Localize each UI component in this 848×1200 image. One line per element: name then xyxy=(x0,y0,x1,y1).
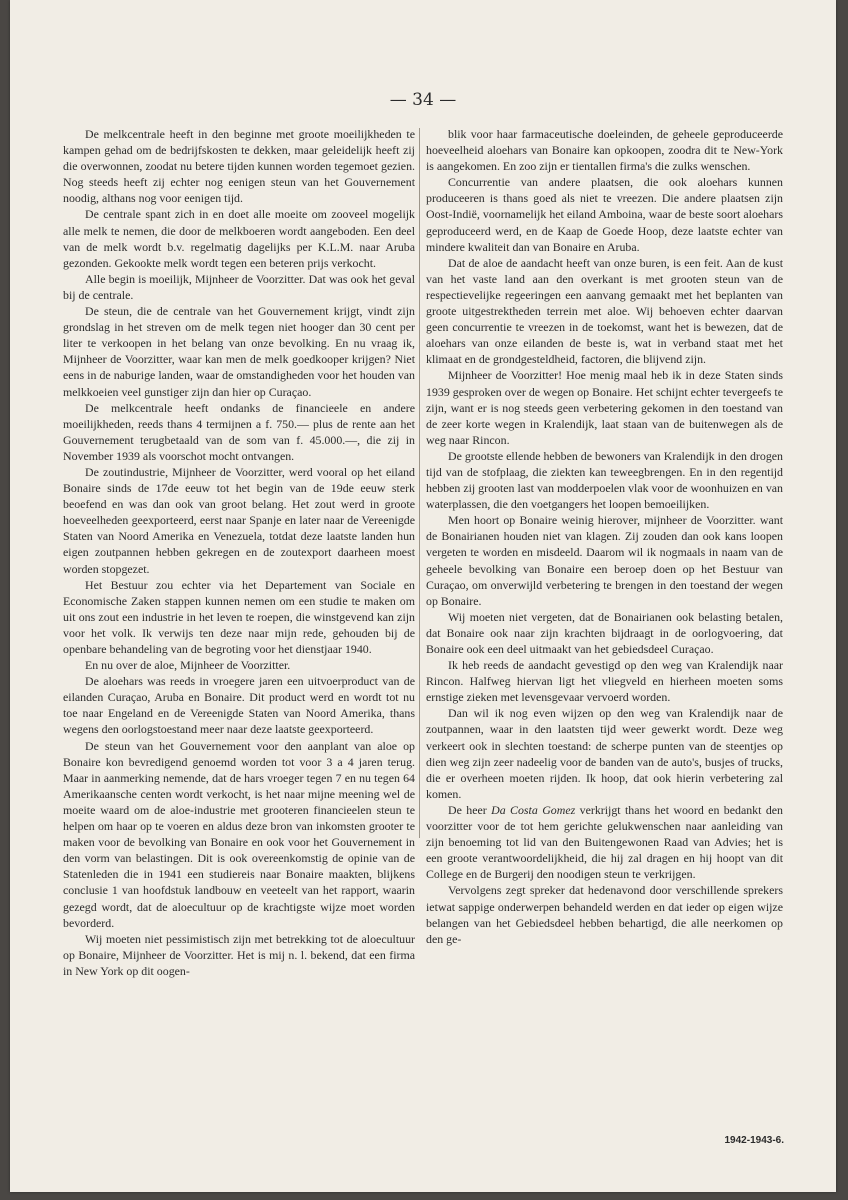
paragraph: Wij moeten niet pessimistisch zijn met betrekking tot de aloecultuur op Bonaire, Mijnheer de Voorzitter. Het is mij n. l. bekend, dat een firma in New York op dit oogen- xyxy=(63,931,415,978)
paragraph: En nu over de aloe, Mijnheer de Voorzitter. xyxy=(85,658,291,673)
paragraph: De steun, die de centrale van het Gouvernement krijgt, vindt zijn grondslag in het streven om de melk tegen niet hooger dan 30 cent per liter te verkoopen in het belang van onze bevolking. En nu vraag ik, Mijnheer de Voorzitter, waar kan men de melk goedkooper krijgen? Niet eens in de naburige landen, waar de omstandigheden voor het houden van melkkoeien veel gunstiger zijn dan hier op Curaçao. xyxy=(63,304,415,399)
paragraph: Vervolgens zegt spreker dat hedenavond door verschillende sprekers ietwat sappige onderwerpen behandeld werden en dat ieder op eigen wijze belangen van het Gebiedsdeel hebben behartigd, die alle neerkomen op den ge- xyxy=(426,883,783,946)
paragraph: Mijnheer de Voorzitter! Hoe menig maal heb ik in deze Staten sinds 1939 gesproken over de wegen op Bonaire. Het schijnt echter tevergeefs te zijn, want er is nog steeds geen verbetering gekomen in den toestand van de zeer korte wegen in Kralendijk, laat staan van de buitenwegen als de weg naar Rincon. xyxy=(426,368,783,447)
paragraph: Dat de aloe de aandacht heeft van onze buren, is een feit. Aan de kust van het vaste land aan den overkant is met grooten steun van de respectievelijke regeeringen een aanvang gemaakt met het beplanten van groote uitgestrektheden terrein met aloe. Wij behoeven echter daarvan geen concurrentie te vreezen in de toekomst, want het is bewezen, dat de aloehars van onze eilanden de beste is, wat in verband staat met het klimaat en de grondgesteldheid, factoren, die blijvend zijn. xyxy=(426,255,783,367)
paragraph: De aloehars was reeds in vroegere jaren een uitvoerproduct van de eilanden Curaçao, Aruba en Bonaire. Dit product werd en wordt tot nu toe naar Engeland en de Vereenigde Staten van Noord Amerika, thans wegens den oorlogstoestand meer naar deze laatste geexporteerd. xyxy=(63,674,415,737)
paragraph: Ik heb reeds de aandacht gevestigd op den weg van Kralendijk naar Rincon. Halfweg hiervan ligt het vliegveld en hierheen moeten soms ernstige zieken met levensgevaar vervoerd worden. xyxy=(426,658,783,705)
paragraph: De melkcentrale heeft in den beginne met groote moeilijkheden te kampen gehad om de bedrijfskosten te dekken, maar geleidelijk heeft zij die overwonnen, zoodat nu betere tijden kunnen worden tegemoet gezien. Nog steeds heeft zij echter nog eenigen steun van het Gouvernement noodig, althans nog voor eenigen tijd. xyxy=(63,127,415,206)
paragraph: De melkcentrale heeft ondanks de financieele en andere moeilijkheden, reeds thans 4 termijnen a f. 750.— plus de rente aan het Gouvernement terugbetaald van de som van f. 45.000.—, die zij in November 1939 als voorschot mocht ontvangen. xyxy=(63,400,415,463)
paragraph: Men hoort op Bonaire weinig hierover, mijnheer de Voorzitter. want de Bonairianen houden niet van klagen. Zij zouden dan ook kans loopen vergeten te worden en misdeeld. Daarom wil ik nogmaals in naam van de geheele bevolking van Bonaire een beroep doen op het Bestuur van Curaçao, om onverwijld verbetering te brengen in den toestand der wegen op Bonaire. xyxy=(426,513,783,608)
gomez-after: verkrijgt thans het woord en bedankt den voorzitter voor de tot hem gerichte gelukwenschen naar aanleiding van zijn benoeming tot lid van den Buitengewonen Raad van Advies; het is een groote verantwoordelijkheid, die hij zal dragen en hij hoopt van dit College en de Burgerij den noodigen steun te verkrijgen. xyxy=(426,802,783,882)
archive-footer-code: 1942-1943-6. xyxy=(724,1135,784,1146)
paragraph: De zoutindustrie, Mijnheer de Voorzitter, werd vooral op het eiland Bonaire sinds de 17de eeuw tot het begin van de 19de eeuw sterk beoefend en was dan ook van groot belang. Het zout werd in groote hoeveelheden geexporteerd, eerst naar Spanje en later naar de Vereenigde Staten van Noord Amerika en Venezuela, totdat deze laatste landen hun eigen zoutpannen hebben gekregen en de zoutexport daarheen moest worden stopgezet. xyxy=(63,464,415,576)
paragraph: Concurrentie van andere plaatsen, die ook aloehars kunnen produceeren is thans goed als niet te vreezen. Die andere plaatsen zijn Oost-Indië, voornamelijk het eiland Amboina, waar de beste soort aloehars geproduceerd werd, en de Kaap de Goede Hoop, deze laatste echter van mindere kwaliteit dan van Bonaire en Aruba. xyxy=(426,175,783,254)
paragraph: De grootste ellende hebben de bewoners van Kralendijk in den drogen tijd van de stofplaag, die ziekten kan teweegbrengen. En in den regentijd hebben zij grooten last van modderpoelen vlak voor de woonhuizen en van waterplassen, die den voetgangers het loopen bemoeilijken. xyxy=(426,448,783,512)
paragraph: De steun van het Gouvernement voor den aanplant van aloe op Bonaire kon bevredigend genoemd worden tot voor 3 a 4 jaren terug. Maar in aanmerking nemende, dat de hars vroeger tegen 7 en nu tegen 64 Amerikaansche centen wordt verkocht, is het naar mijne meening wel de moeite waard om de aloe-industrie met grooteren financieelen steun te helpen om haar op te voeren en aldus deze bron van inkomsten grooter te maken voor de bevolking van Bonaire en ook voor het Gouvernement in den vorm van belastingen. Dit is ook overeenkomstig de opinie van de Statenleden die in 1941 een studiereis naar Bonaire maakten, blijkens conclusie 1 van hoofdstuk landbouw en veeteelt van het rapport, waarin gezegd wordt, dat de aloecultuur op de krachtigste wijze moet worden bevorderd. xyxy=(63,738,415,930)
page-number: — 34 — xyxy=(389,90,457,110)
paragraph-gomez xyxy=(426,802,783,882)
paragraph: Dan wil ik nog even wijzen op den weg van Kralendijk naar de zoutpannen, waar in den laatsten tijd weer gewerkt wordt. Deze weg verkeert ook in slechten toestand: de scherpe punten van de steentjes op dien weg zijn zeer nadeelig voor de banden van de auto's, busjes of trucks, die er overheen moeten rijden. Ik hoop, dat ook hierin verbetering zal komen. xyxy=(426,706,783,801)
right-column xyxy=(426,126,783,947)
paragraph: Wij moeten niet vergeten, dat de Bonairianen ook belasting betalen, dat Bonaire ook naar zijn krachten bijdraagt in de oorlogvoering, dat Bonaire ook een deel uitmaakt van het gebiedsdeel Curaçao. xyxy=(426,609,783,656)
left-column xyxy=(63,126,415,979)
paragraph: blik voor haar farmaceutische doeleinden, de geheele geproduceerde hoeveelheid aloehars van Bonaire kan opkoopen, zoodra dit te New-York is aangekomen. En zoo zijn er tientallen firma's die zulks wenschen. xyxy=(426,127,783,174)
paragraph: Het Bestuur zou echter via het Departement van Sociale en Economische Zaken stappen kunnen nemen om een studie te maken om uit ons zout een industrie in het leven te roepen, die winstgevend kan zijn voor het volk. Ik verwijs ten deze naar mijn rede, gehouden bij de openbare behandeling van de begroting voor het dienstjaar 1940. xyxy=(63,577,415,656)
gomez-before: De heer xyxy=(448,802,492,817)
document-page xyxy=(10,0,836,1192)
speaker-name: Da Costa Gomez xyxy=(491,802,576,817)
paragraph: Alle begin is moeilijk, Mijnheer de Voorzitter. Dat was ook het geval bij de centrale. xyxy=(63,271,415,302)
paragraph: De centrale spant zich in en doet alle moeite om zooveel mogelijk alle melk te nemen, die door de melkboeren wordt aangeboden. Een deel van de melk wordt b.v. regelmatig dagelijks per K.L.M. naar Aruba gezonden. Gekookte melk wordt tegen een beteren prijs verkocht. xyxy=(63,207,415,270)
column-divider xyxy=(419,128,420,838)
